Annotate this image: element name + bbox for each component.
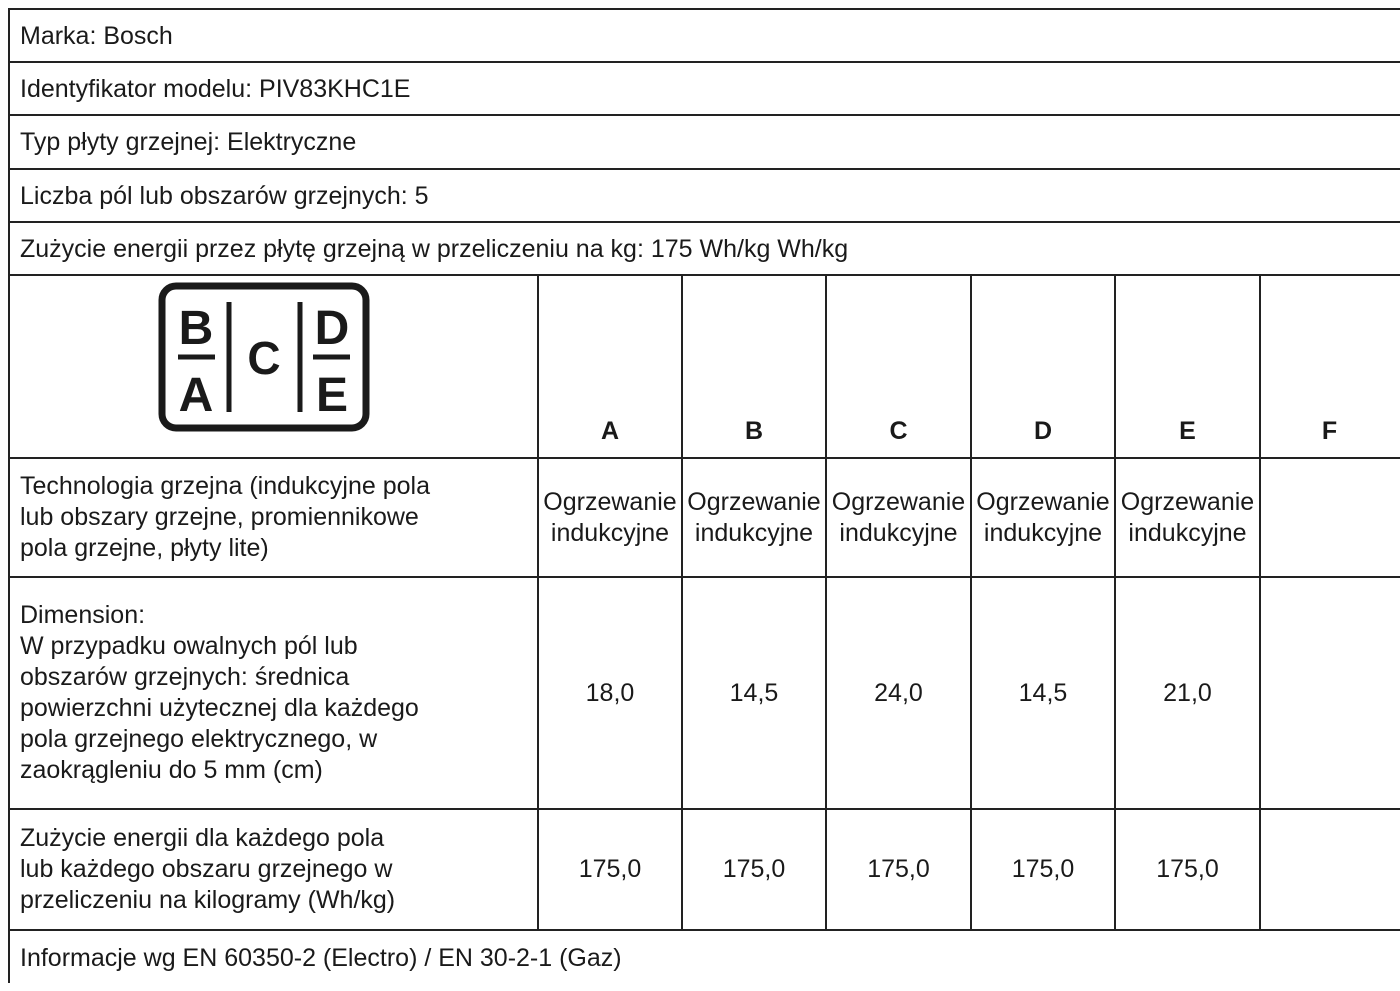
- dimension-label-line: W przypadku owalnych pól lub: [20, 632, 358, 660]
- dimension-value-b: 14,5: [729, 678, 779, 707]
- info-row-energy-total: Zużycie energii przez płytę grzejną w przeliczeniu na kg: 175 Wh/kg Wh/kg: [20, 235, 849, 263]
- technology-value-line: indukcyjne: [839, 518, 958, 547]
- technology-value-e: [1116, 459, 1259, 576]
- dimension-label-line: powierzchni użytecznej dla każdego: [20, 694, 419, 722]
- zone-header-d: D: [1033, 417, 1053, 445]
- zone-header-e: E: [1179, 417, 1196, 445]
- energy-value-c: 175,0: [867, 855, 930, 883]
- energy-label-line: przeliczeniu na kilogramy (Wh/kg): [20, 886, 396, 914]
- technology-value-line: Ogrzewanie: [976, 487, 1110, 516]
- energy-value-e: 175,0: [1156, 855, 1219, 883]
- footer-note: Informacje wg EN 60350-2 (Electro) / EN 30-2-1 (Gaz): [20, 944, 622, 972]
- dimension-label-line: obszarów grzejnych: średnica: [20, 663, 350, 691]
- technology-value-line: Ogrzewanie: [1120, 487, 1255, 516]
- technology-label-line: pola grzejne, płyty lite): [20, 534, 269, 562]
- dimension-label-line: zaokrągleniu do 5 mm (cm): [20, 756, 323, 784]
- energy-value-a: 175,0: [578, 855, 642, 883]
- energy-label-line: lub każdego obszaru grzejnego w: [20, 855, 393, 883]
- zone-header-b: B: [744, 417, 764, 445]
- dimension-label-line: Dimension:: [20, 601, 146, 629]
- dimension-value-d: 14,5: [1018, 678, 1068, 707]
- info-row-zone-count: Liczba pól lub obszarów grzejnych: 5: [20, 182, 429, 210]
- dimension-value-a: 18,0: [585, 678, 635, 707]
- logo-letter-d: D: [314, 302, 350, 355]
- zone-header-c: C: [889, 417, 908, 445]
- info-row-brand: Marka: Bosch: [20, 22, 173, 50]
- energy-label: [8, 810, 537, 929]
- energy-value-d: 175,0: [1011, 855, 1075, 883]
- technology-label-line: lub obszary grzejne, promiennikowe: [20, 503, 419, 531]
- technology-label: [8, 459, 537, 576]
- technology-value-line: indukcyjne: [550, 518, 670, 547]
- logo-letter-b: B: [178, 302, 214, 355]
- zone-header-f: F: [1321, 417, 1338, 445]
- energy-label-line: Zużycie energii dla każdego pola: [20, 824, 385, 852]
- info-row-hob-type: Typ płyty grzejnej: Elektryczne: [20, 128, 357, 156]
- dimension-label-line: pola grzejnego elektrycznego, w: [20, 725, 378, 753]
- technology-value-line: Ogrzewanie: [543, 487, 677, 516]
- technology-value-line: indukcyjne: [1128, 518, 1247, 547]
- info-row-model: Identyfikator modelu: PIV83KHC1E: [20, 75, 411, 103]
- technology-value-line: Ogrzewanie: [687, 487, 821, 516]
- logo-letter-c: C: [247, 332, 281, 384]
- technology-value-line: Ogrzewanie: [831, 487, 966, 516]
- technology-value-a: [539, 459, 681, 576]
- technology-label-line: Technologia grzejna (indukcyjne pola: [20, 472, 430, 500]
- technology-value-b: [683, 459, 825, 576]
- dimension-label: [8, 578, 537, 808]
- energy-value-b: 175,0: [722, 855, 786, 883]
- technology-value-line: indukcyjne: [694, 518, 814, 547]
- logo-letter-a: A: [178, 369, 214, 422]
- dimension-value-e: 21,0: [1163, 678, 1212, 707]
- technology-value-c: [827, 459, 970, 576]
- zone-header-a: A: [600, 417, 620, 445]
- logo-letter-e: E: [315, 369, 349, 422]
- technology-value-line: indukcyjne: [983, 518, 1103, 547]
- technology-value-d: [972, 459, 1114, 576]
- dimension-value-c: 24,0: [874, 678, 923, 707]
